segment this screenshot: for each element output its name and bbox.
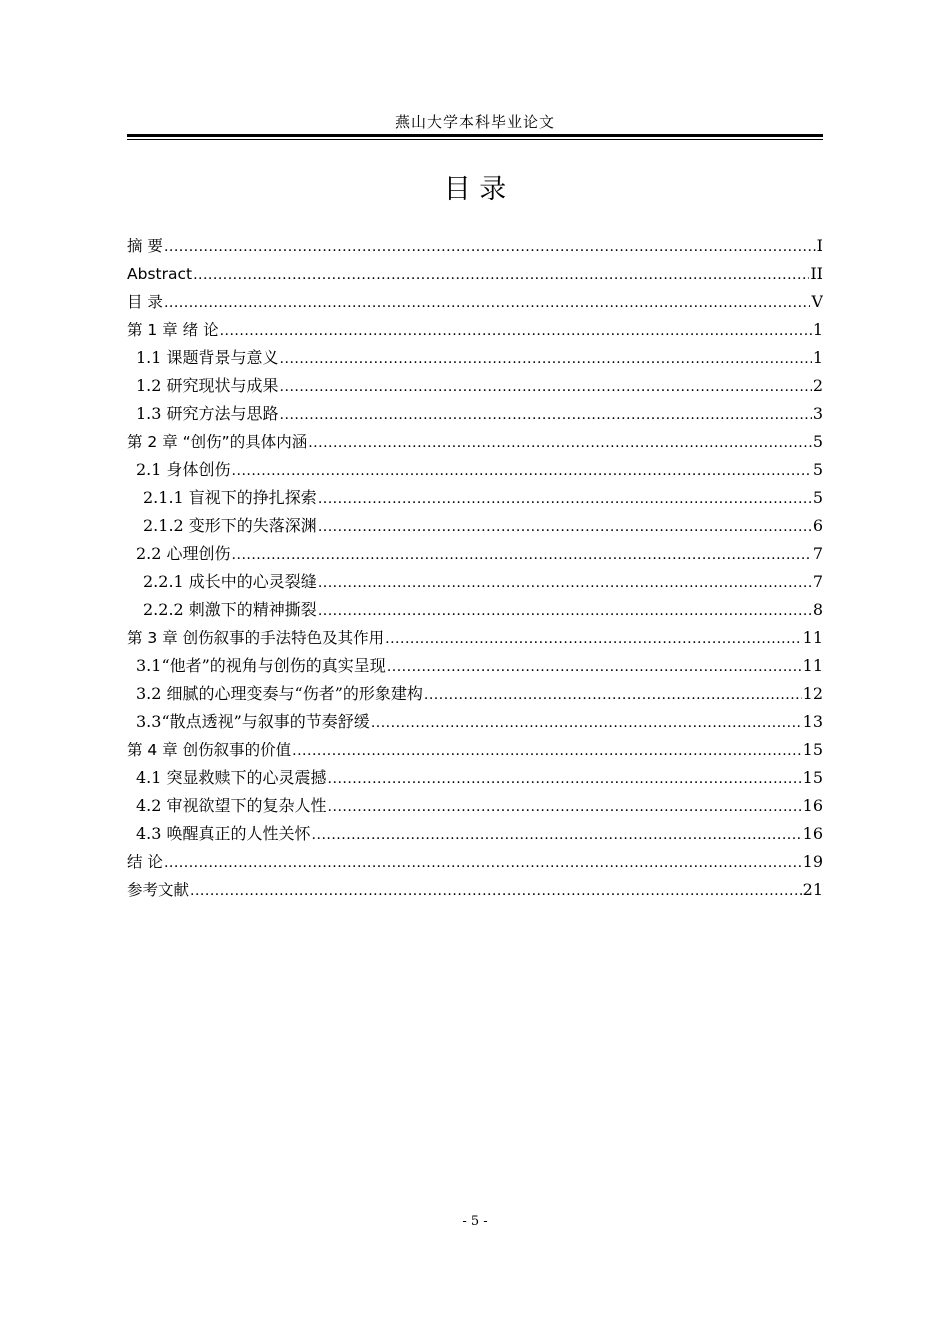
toc-entry[interactable] (127, 596, 823, 624)
toc-entry[interactable] (127, 288, 823, 316)
toc-dot-leader (371, 709, 802, 736)
toc-entry-page: 11 (802, 656, 823, 675)
toc-entry[interactable] (127, 568, 823, 596)
toc-dot-leader (164, 849, 802, 876)
toc-entry-label: 2.2.2 刺激下的精神撕裂 (143, 600, 317, 619)
toc-dot-leader (292, 737, 801, 764)
toc-entry[interactable] (127, 232, 823, 260)
toc-entry[interactable] (127, 372, 823, 400)
toc-dot-leader (387, 653, 802, 680)
toc-entry[interactable] (127, 848, 823, 876)
toc-entry-page: 1 (812, 320, 823, 339)
running-header: 燕山大学本科毕业论文 (394, 113, 555, 131)
toc-dot-leader (164, 289, 811, 316)
toc-entry[interactable] (127, 316, 823, 344)
toc-entry-label: 1.3 研究方法与思路 (136, 404, 279, 423)
toc-entry-page: 5 (812, 432, 823, 451)
toc-entry[interactable] (127, 708, 823, 736)
toc-dot-leader (318, 513, 812, 540)
toc-entry-page: 12 (802, 684, 823, 703)
toc-entry-label: 结 论 (127, 853, 163, 871)
toc-entry-label: 3.2 细腻的心理变奏与“伤者”的形象建构 (136, 684, 423, 703)
toc-entry-label: 1.2 研究现状与成果 (136, 376, 279, 395)
toc-entry-page: I (816, 236, 823, 255)
toc-dot-leader (318, 485, 812, 512)
toc-entry[interactable] (127, 652, 823, 680)
toc-entry-label: 2.1 身体创伤 (136, 460, 231, 479)
toc-entry-page: 13 (802, 712, 823, 731)
toc-dot-leader (164, 233, 816, 260)
header-rule-thick (127, 134, 823, 137)
toc-entry-label: 第 3 章 创伤叙事的手法特色及其作用 (127, 629, 385, 647)
toc-entry-page: 5 (812, 460, 823, 479)
toc-entry-page: 5 (812, 488, 823, 507)
toc-entry-label: 2.2 心理创伤 (136, 544, 231, 563)
toc-entry-label: 2.2.1 成长中的心灵裂缝 (143, 572, 317, 591)
toc-entry-page: II (810, 264, 823, 283)
page-number: - 5 - (462, 1214, 488, 1229)
toc-entry-label: 4.3 唤醒真正的人性关怀 (136, 824, 311, 843)
toc-entry[interactable] (127, 624, 823, 652)
toc-dot-leader (308, 429, 812, 456)
toc-entry-label: Abstract (127, 265, 193, 283)
toc-entry-label: 2.1.2 变形下的失落深渊 (143, 516, 317, 535)
toc-entry-page: 16 (802, 796, 823, 815)
toc-entry-label: 第 4 章 创伤叙事的价值 (127, 741, 292, 759)
toc-entry[interactable] (127, 260, 823, 288)
toc-dot-leader (424, 681, 802, 708)
toc-entry-page: 6 (812, 516, 823, 535)
toc-entry-page: 16 (802, 824, 823, 843)
toc-entry-page: 15 (802, 740, 823, 759)
toc-entry[interactable] (127, 820, 823, 848)
toc-dot-leader (232, 541, 812, 568)
toc-dot-leader (280, 373, 812, 400)
toc-dot-leader (328, 793, 802, 820)
toc-dot-leader (328, 765, 802, 792)
toc-entry-label: 摘 要 (127, 237, 163, 255)
toc-entry[interactable] (127, 344, 823, 372)
toc-entry[interactable] (127, 764, 823, 792)
toc-entry-label: 目 录 (127, 293, 163, 311)
toc-entry[interactable] (127, 456, 823, 484)
toc-entry-label: 4.2 审视欲望下的复杂人性 (136, 796, 327, 815)
toc-entry[interactable] (127, 540, 823, 568)
toc-entry-page: V (811, 292, 823, 311)
table-of-contents (127, 232, 823, 904)
toc-entry-label: 4.1 突显救赎下的心灵震撼 (136, 768, 327, 787)
toc-entry-page: 11 (802, 628, 823, 647)
toc-dot-leader (318, 569, 812, 596)
toc-entry-page: 7 (812, 572, 823, 591)
toc-entry-page: 1 (812, 348, 823, 367)
toc-dot-leader (312, 821, 802, 848)
toc-dot-leader (280, 401, 812, 428)
toc-entry[interactable] (127, 792, 823, 820)
toc-entry-label: 参考文献 (127, 881, 190, 899)
toc-entry[interactable] (127, 876, 823, 904)
toc-entry[interactable] (127, 680, 823, 708)
toc-entry-page: 8 (812, 600, 823, 619)
toc-entry[interactable] (127, 512, 823, 540)
toc-dot-leader (193, 261, 809, 288)
toc-entry-page: 3 (812, 404, 823, 423)
toc-entry[interactable] (127, 484, 823, 512)
toc-entry[interactable] (127, 400, 823, 428)
page-title: 目 录 (443, 174, 507, 205)
toc-entry-label: 2.1.1 盲视下的挣扎探索 (143, 488, 317, 507)
toc-dot-leader (318, 597, 812, 624)
toc-entry-page: 19 (802, 852, 823, 871)
toc-entry-page: 15 (802, 768, 823, 787)
toc-entry-label: 第 1 章 绪 论 (127, 321, 219, 339)
toc-dot-leader (190, 877, 802, 904)
toc-entry-label: 1.1 课题背景与意义 (136, 348, 279, 367)
toc-dot-leader (232, 457, 812, 484)
toc-dot-leader (385, 625, 801, 652)
toc-entry-label: 3.3“散点透视”与叙事的节奏舒缓 (136, 712, 370, 731)
toc-dot-leader (220, 317, 812, 344)
toc-entry[interactable] (127, 428, 823, 456)
header-rule-thin (127, 139, 823, 140)
toc-entry-page: 7 (812, 544, 823, 563)
toc-entry[interactable] (127, 736, 823, 764)
toc-entry-page: 21 (802, 880, 823, 899)
toc-entry-label: 第 2 章 “创伤”的具体内涵 (127, 433, 308, 451)
toc-entry-page: 2 (812, 376, 823, 395)
toc-dot-leader (280, 345, 812, 372)
toc-entry-label: 3.1“他者”的视角与创伤的真实呈现 (136, 656, 386, 675)
